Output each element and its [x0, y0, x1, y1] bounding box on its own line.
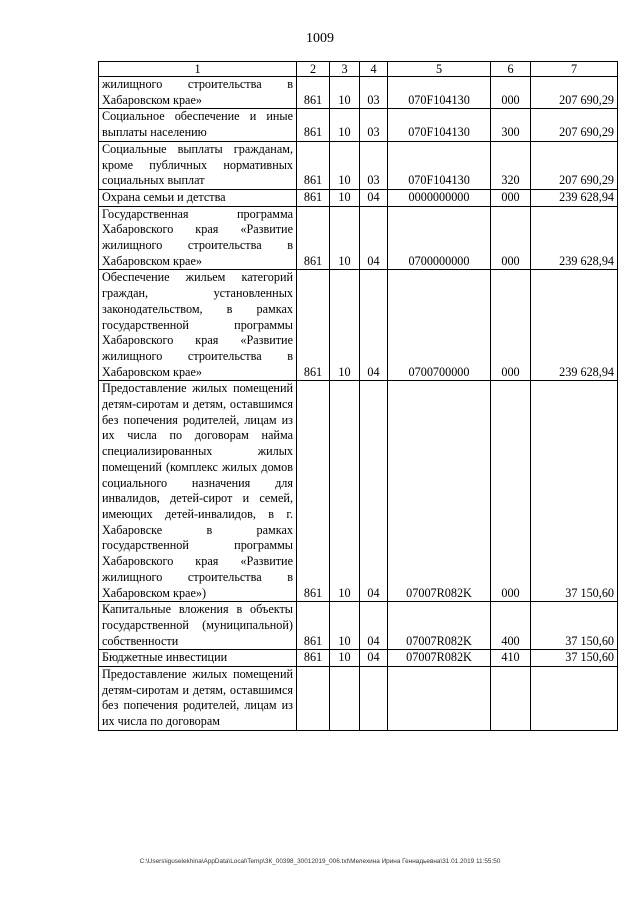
cell-target: 070F104130	[388, 77, 491, 109]
cell-code: 861	[297, 381, 330, 602]
cell-target: 07007R082K	[388, 650, 491, 667]
cell-type: 320	[491, 141, 531, 189]
table-row	[99, 270, 618, 381]
cell-target: 07007R082K	[388, 381, 491, 602]
col-header: 6	[491, 62, 531, 77]
row-name: Капитальные вложения в объекты государственной (муниципальной) собственности	[99, 602, 297, 650]
cell-type: 400	[491, 602, 531, 650]
cell-amount: 207 690,29	[531, 141, 618, 189]
cell-subsection: 03	[360, 77, 388, 109]
table-row	[99, 141, 618, 189]
cell-amount: 37 150,60	[531, 650, 618, 667]
cell-type	[491, 667, 531, 731]
cell-target: 0700700000	[388, 270, 491, 381]
cell-code: 861	[297, 650, 330, 667]
table-row	[99, 650, 618, 667]
cell-section: 10	[330, 141, 360, 189]
budget-table	[98, 61, 618, 731]
cell-type: 300	[491, 109, 531, 141]
cell-subsection: 04	[360, 381, 388, 602]
table-row	[99, 189, 618, 206]
cell-code: 861	[297, 189, 330, 206]
cell-type: 000	[491, 381, 531, 602]
row-name: Социальные выплаты гражданам, кроме публичных нормативных социальных выплат	[99, 141, 297, 189]
header-row	[99, 62, 618, 77]
table-row	[99, 602, 618, 650]
cell-target: 070F104130	[388, 141, 491, 189]
row-name: Социальное обеспечение и иные выплаты населению	[99, 109, 297, 141]
cell-subsection	[360, 667, 388, 731]
col-header: 4	[360, 62, 388, 77]
cell-section: 10	[330, 206, 360, 270]
row-name: Охрана семьи и детства	[99, 189, 297, 206]
cell-section: 10	[330, 77, 360, 109]
cell-subsection: 04	[360, 206, 388, 270]
cell-section: 10	[330, 650, 360, 667]
cell-type: 410	[491, 650, 531, 667]
cell-section: 10	[330, 189, 360, 206]
col-header: 2	[297, 62, 330, 77]
cell-type: 000	[491, 77, 531, 109]
row-name: жилищного строительства в Хабаровском крае»	[99, 77, 297, 109]
cell-amount: 207 690,29	[531, 77, 618, 109]
cell-amount: 239 628,94	[531, 270, 618, 381]
col-header: 3	[330, 62, 360, 77]
cell-subsection: 04	[360, 270, 388, 381]
page-number: 1009	[306, 31, 334, 46]
cell-section	[330, 667, 360, 731]
table-row	[99, 77, 618, 109]
cell-type: 000	[491, 270, 531, 381]
row-name: Предоставление жилых помещений детям-сиротам и детям, оставшимся без попечения родителей, лицам из их числа по договорам найма специализированных жилых помещений (комплекс жилых домов социального назначения для инвалидов, детей-сирот и семей, имеющих детей-инвалидов, в г. Хабаровске в рамках государственной программы Хабаровского края «Развитие жилищного строительства в Хабаровском крае»)	[99, 381, 297, 602]
cell-target: 07007R082K	[388, 602, 491, 650]
cell-code: 861	[297, 270, 330, 381]
col-header: 5	[388, 62, 491, 77]
cell-code	[297, 667, 330, 731]
row-name: Бюджетные инвестиции	[99, 650, 297, 667]
cell-amount: 37 150,60	[531, 602, 618, 650]
col-header: 1	[99, 62, 297, 77]
cell-amount: 239 628,94	[531, 206, 618, 270]
cell-section: 10	[330, 381, 360, 602]
cell-subsection: 04	[360, 650, 388, 667]
cell-subsection: 04	[360, 602, 388, 650]
cell-target: 0000000000	[388, 189, 491, 206]
table-row	[99, 206, 618, 270]
col-header: 7	[531, 62, 618, 77]
cell-type: 000	[491, 189, 531, 206]
table-row	[99, 109, 618, 141]
cell-subsection: 03	[360, 141, 388, 189]
table-row	[99, 381, 618, 602]
cell-subsection: 03	[360, 109, 388, 141]
cell-target	[388, 667, 491, 731]
cell-code: 861	[297, 206, 330, 270]
row-name: Государственная программа Хабаровского края «Развитие жилищного строительства в Хабаровском крае»	[99, 206, 297, 270]
cell-code: 861	[297, 77, 330, 109]
row-name: Обеспечение жильем категорий граждан, установленных законодательством, в рамках государственной программы Хабаровского края «Развитие жилищного строительства в Хабаровском крае»	[99, 270, 297, 381]
table-row	[99, 667, 618, 731]
footer-file-path: C:\Users\iguselekhina\AppData\Local\Temp\ЗК_00398_30012019_006.txt\Мелехина Ирина Геннадьевна\31.01.2019 11:55:50	[139, 858, 501, 865]
cell-code: 861	[297, 602, 330, 650]
cell-section: 10	[330, 602, 360, 650]
cell-amount: 37 150,60	[531, 381, 618, 602]
cell-code: 861	[297, 141, 330, 189]
cell-target: 0700000000	[388, 206, 491, 270]
row-name: Предоставление жилых помещений детям-сиротам и детям, оставшимся без попечения родителей, лицам из их числа по договорам	[99, 667, 297, 731]
cell-subsection: 04	[360, 189, 388, 206]
cell-amount: 207 690,29	[531, 109, 618, 141]
cell-target: 070F104130	[388, 109, 491, 141]
cell-section: 10	[330, 270, 360, 381]
cell-amount	[531, 667, 618, 731]
cell-code: 861	[297, 109, 330, 141]
cell-amount: 239 628,94	[531, 189, 618, 206]
cell-type: 000	[491, 206, 531, 270]
cell-section: 10	[330, 109, 360, 141]
